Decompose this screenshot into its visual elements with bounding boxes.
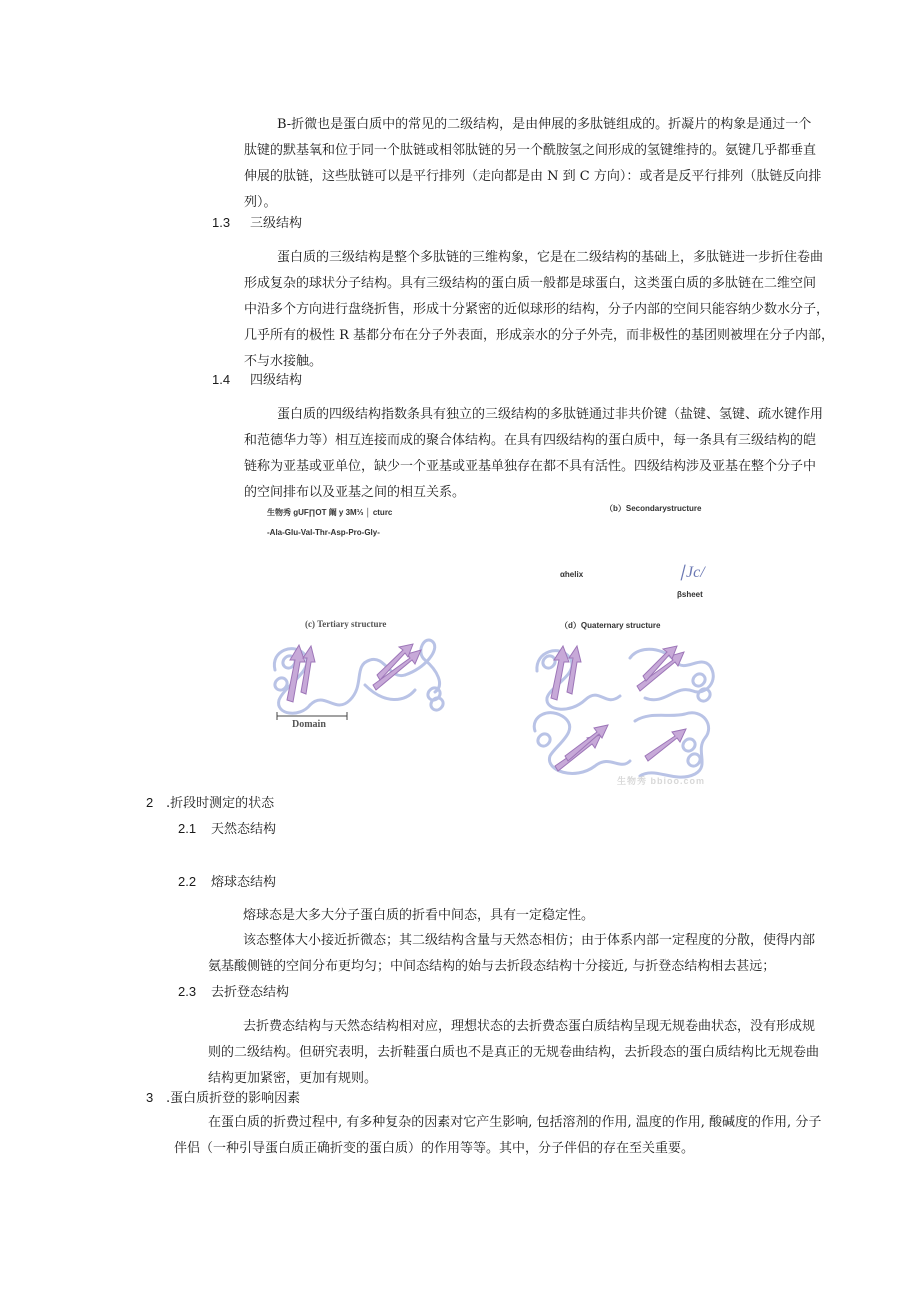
section-heading-3 xyxy=(146,1088,300,1109)
paragraph-line: 肽键的默基氧和位于同一个肽链或相邻肽链的另一个酰胺氢之间形成的氢键维持的。氨键几乎都垂直 xyxy=(244,143,817,158)
section-heading-2 xyxy=(146,793,274,814)
paragraph-line: 链称为亚基或亚单位，缺少一个亚基或亚基单独存在都不具有活性。四级结构涉及亚基在整个分子中 xyxy=(244,459,817,474)
tertiary-structure-label: (c) Tertiary structure xyxy=(305,619,387,629)
quaternary-structure-paragraph xyxy=(244,402,823,506)
beta-sheet-label: βsheet xyxy=(677,590,703,599)
paragraph-line: 该态整体大小接近折微态；其二级结构含量与天然态相仿；由于体系内部一定程度的分散，使得内部 xyxy=(243,933,816,948)
paragraph-line: 和范德华力等）相互连接而成的聚合体结构。在具有四级结构的蛋白质中，每一条具有三级结构的皑 xyxy=(244,433,817,448)
amino-acid-sequence: -Ala-Glu-Val-Thr-Asp-Pro-Gly- xyxy=(267,528,380,537)
section-heading-1-4 xyxy=(212,370,302,391)
section-number: 2.2 xyxy=(178,874,197,889)
domain-label: Domain xyxy=(292,719,326,730)
secondary-structure-label: （b）Secondarystructure xyxy=(605,504,702,513)
section-heading-1-3 xyxy=(212,213,302,234)
section-title: .蛋白质折登的影响因素 xyxy=(166,1091,301,1106)
paragraph-line: 形成复杂的球状分子结构。具有三级结构的蛋白质一般都是球蛋白，这类蛋白质的多肽链在二维空间 xyxy=(244,276,817,291)
paragraph-line: 则的二级结构。但研究表明，去折鞋蛋白质也不是真正的无规卷曲结构，去折段态的蛋白质结构比无规卷曲 xyxy=(208,1045,820,1060)
paragraph-line: 伴侣（一种引导蛋白质正确折变的蛋白质）的作用等等。其中，分子伴侣的存在至关重要。 xyxy=(174,1141,695,1156)
paragraph-line: 伸展的肽链，这些肽链可以是平行排列（走向都是由 N 到 C 方向）：或者是反平行排列（肽链反向排 xyxy=(244,169,822,184)
paragraph-line: 氨基酸侧链的空间分布更均匀；中间态结构的始与去折段态结构十分接近, 与折登态结构相去甚远； xyxy=(208,959,776,974)
beta-sheet-paragraph xyxy=(244,112,821,216)
section-heading-2-1 xyxy=(178,819,276,840)
section-heading-2-2 xyxy=(178,872,276,893)
section-title: 去折登态结构 xyxy=(211,985,290,1000)
primary-structure-label: 生物秀 gUF∏OT 阚 y 3M⅓ │ cturc xyxy=(267,508,393,517)
paragraph-line: 结构更加紧密，更加有规则。 xyxy=(208,1071,378,1086)
paragraph-line: 去折费态结构与天然态结构相对应，理想状态的去折费态蛋白质结构呈现无规卷曲状态，没有形成规 xyxy=(243,1019,816,1034)
beta-sheet-glyph: ∣Jc/ xyxy=(678,564,705,581)
section-title: 四级结构 xyxy=(250,373,303,388)
molten-globule-paragraph xyxy=(208,928,815,980)
paragraph-line: 中沿多个方向进行盘绕折售，形成十分紧密的近似球形的结构，分子内部的空间只能容纳少数水分子， xyxy=(244,302,830,317)
paragraph-line: 几乎所有的极性 R 基都分布在分子外表面，形成亲水的分子外壳，而非极性的基团则被埋在分子内部， xyxy=(244,328,835,343)
paragraph-line: 的空间排布以及亚基之间的相互关系。 xyxy=(244,485,466,500)
tertiary-structure-paragraph xyxy=(244,245,834,375)
paragraph-line: B-折微也是蛋白质中的常见的二级结构，是由伸展的多肽链组成的。折凝片的构象是通过一个 xyxy=(277,117,812,132)
paragraph-line: 在蛋白质的折费过程中, 有多种复杂的因素对它产生影响, 包括溶剂的作用, 温度的作用, 酸碱度的作用, 分子 xyxy=(208,1115,822,1130)
paragraph-line: 不与水接触。 xyxy=(244,354,323,369)
paragraph-line: 蛋白质的四级结构指数条具有独立的三级结构的多肽链通过非共价键（盐键、氢键、疏水键作用 xyxy=(277,407,824,422)
section-title: .折段时测定的状态 xyxy=(166,796,275,811)
section-number: 1.3 xyxy=(212,215,231,230)
section-number: 3 xyxy=(146,1090,154,1105)
watermark: 生物秀 bbioo.com xyxy=(617,776,705,786)
unfolded-state-paragraph xyxy=(208,1014,819,1092)
section-title: 熔球态结构 xyxy=(211,875,277,890)
paragraph-line: 列）。 xyxy=(244,195,277,210)
folding-factors-paragraph xyxy=(174,1110,821,1162)
section-number: 2.3 xyxy=(178,984,197,999)
alpha-helix-label: αhelix xyxy=(560,570,584,579)
molten-globule-intro: 熔球态是大多大分子蛋白质的折看中间态，具有一定稳定性。 xyxy=(243,908,595,923)
section-number: 1.4 xyxy=(212,372,231,387)
quaternary-structure-label: （d）Quaternary structure xyxy=(560,621,661,630)
quaternary-structure-illustration xyxy=(525,636,725,791)
section-number: 2 xyxy=(146,795,154,810)
section-number: 2.1 xyxy=(178,821,197,836)
paragraph-line: 蛋白质的三级结构是整个多肽链的三维构象，它是在二级结构的基础上，多肽链进一步折住卷曲 xyxy=(277,250,824,265)
section-heading-2-3 xyxy=(178,982,289,1003)
section-title: 天然态结构 xyxy=(211,822,277,837)
section-title: 三级结构 xyxy=(250,216,303,231)
